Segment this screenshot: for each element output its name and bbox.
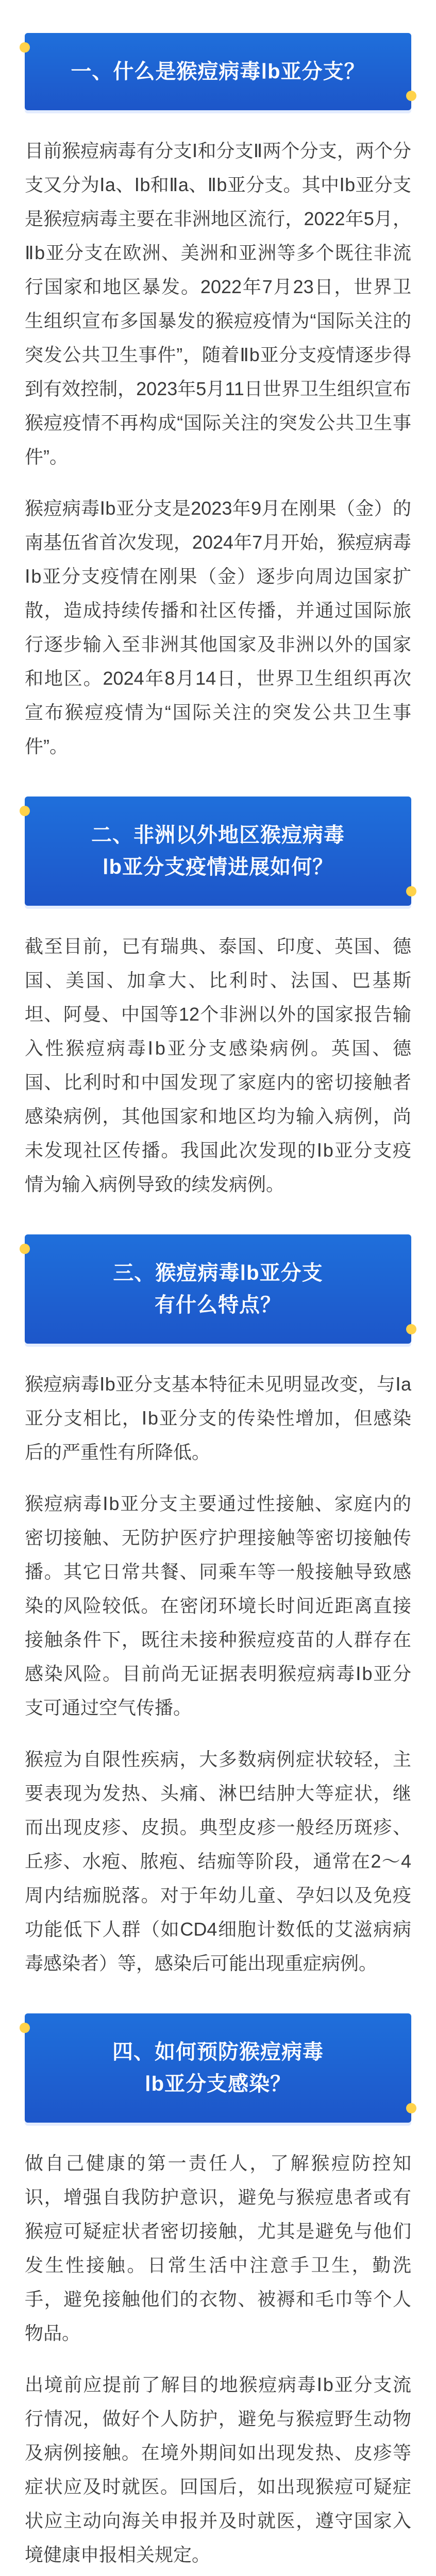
paragraph: 目前猴痘病毒有分支Ⅰ和分支Ⅱ两个分支，两个分支又分为Ⅰa、Ⅰb和Ⅱa、Ⅱb亚分支。其中Ⅰb亚分支是猴痘病毒主要在非洲地区流行，2022年5月，Ⅱb亚分支在欧洲、美洲和亚洲等多个既往非流行国家和地区暴发。2022年7月23日，世界卫生组织宣布多国暴发的猴痘疫情为“国际关注的突发公共卫生事件”，随着Ⅱb亚分支疫情逐步得到有效控制，2023年5月11日世界卫生组织宣布猴痘疫情不再构成“国际关注的突发公共卫生事件”。 [25,140,411,467]
section-body [25,2146,411,2572]
title-line: Ⅰb亚分支疫情进展如何？ [102,856,334,878]
section-3 [25,1234,411,1980]
section-header [25,33,411,110]
paragraph: 做自己健康的第一责任人，了解猴痘防控知识，增强自我防护意识，避免与猴痘患者或有猴痘可疑症状者密切接触，尤其是避免与他们发生性接触。日常生活中注意手卫生，勤洗手，避免接触他们的衣物、被褥和毛巾等个人物品。 [25,2153,411,2344]
paragraph: 出境前应提前了解目的地猴痘病毒Ⅰb亚分支流行情况，做好个人防护，避免与猴痘野生动物及病例接触。在境外期间如出现发热、皮疹等症状应及时就医。回国后，如出现猴痘可疑症状应主动向海关申报并及时就医，遵守国家入境健康申报相关规定。 [25,2374,411,2565]
article [0,33,436,2576]
paragraph: 截至目前，已有瑞典、泰国、印度、英国、德国、美国、加拿大、比利时、法国、巴基斯坦、阿曼、中国等12个非洲以外的国家报告输入性猴痘病毒Ⅰb亚分支感染病例。英国、德国、比利时和中国发现了家庭内的密切接触者感染病例，其他国家和地区均为输入病例，尚未发现社区传播。我国此次发现的Ⅰb亚分支疫情为输入病例导致的续发病例。 [25,936,411,1195]
section-2 [25,796,411,1201]
title-line: 二、非洲以外地区猴痘病毒 [91,824,345,846]
section-1 [25,33,411,764]
section-title [40,819,396,883]
title-line: Ⅰb亚分支感染？ [144,2073,292,2095]
title-line: 有什么特点？ [155,1294,281,1316]
section-title [40,56,396,88]
title-line: 三、猴痘病毒Ⅰb亚分支 [113,1262,323,1284]
section-body [25,1367,411,1980]
paragraph: 猴痘为自限性疾病，大多数病例症状较轻，主要表现为发热、头痛、淋巴结肿大等症状，继而出现皮疹、皮损。典型皮疹一般经历斑疹、丘疹、水疱、脓疱、结痂等阶段，通常在2～4周内结痂脱落。对于年幼儿童、孕妇以及免疫功能低下人群（如CD4细胞计数低的艾滋病病毒感染者）等，感染后可能出现重症病例。 [25,1749,411,1974]
section-title [40,1257,396,1321]
section-4 [25,2013,411,2572]
paragraph: 猴痘病毒Ⅰb亚分支是2023年9月在刚果（金）的南基伍省首次发现，2024年7月开始，猴痘病毒Ⅰb亚分支疫情在刚果（金）逐步向周边国家扩散，造成持续传播和社区传播，并通过国际旅行逐步输入至非洲其他国家及非洲以外的国家和地区。2024年8月14日，世界卫生组织再次宣布猴痘疫情为“国际关注的突发公共卫生事件”。 [25,498,411,757]
section-header [25,1234,411,1344]
section-header [25,796,411,906]
paragraph: 猴痘病毒Ⅰb亚分支基本特征未见明显改变，与Ⅰa亚分支相比，Ⅰb亚分支的传染性增加，但感染后的严重性有所降低。 [25,1374,411,1463]
section-body [25,929,411,1201]
paragraph: 猴痘病毒Ⅰb亚分支主要通过性接触、家庭内的密切接触、无防护医疗护理接触等密切接触传播。其它日常共餐、同乘车等一般接触导致感染的风险较低。在密闭环境长时间近距离直接接触条件下，既往未接种猴痘疫苗的人群存在感染风险。目前尚无证据表明猴痘病毒Ⅰb亚分支可通过空气传播。 [25,1493,411,1718]
title-line: 一、什么是猴痘病毒Ⅰb亚分支？ [71,60,365,83]
section-body [25,134,411,764]
section-title [40,2036,396,2100]
section-header [25,2013,411,2123]
title-line: 四、如何预防猴痘病毒 [112,2041,324,2063]
